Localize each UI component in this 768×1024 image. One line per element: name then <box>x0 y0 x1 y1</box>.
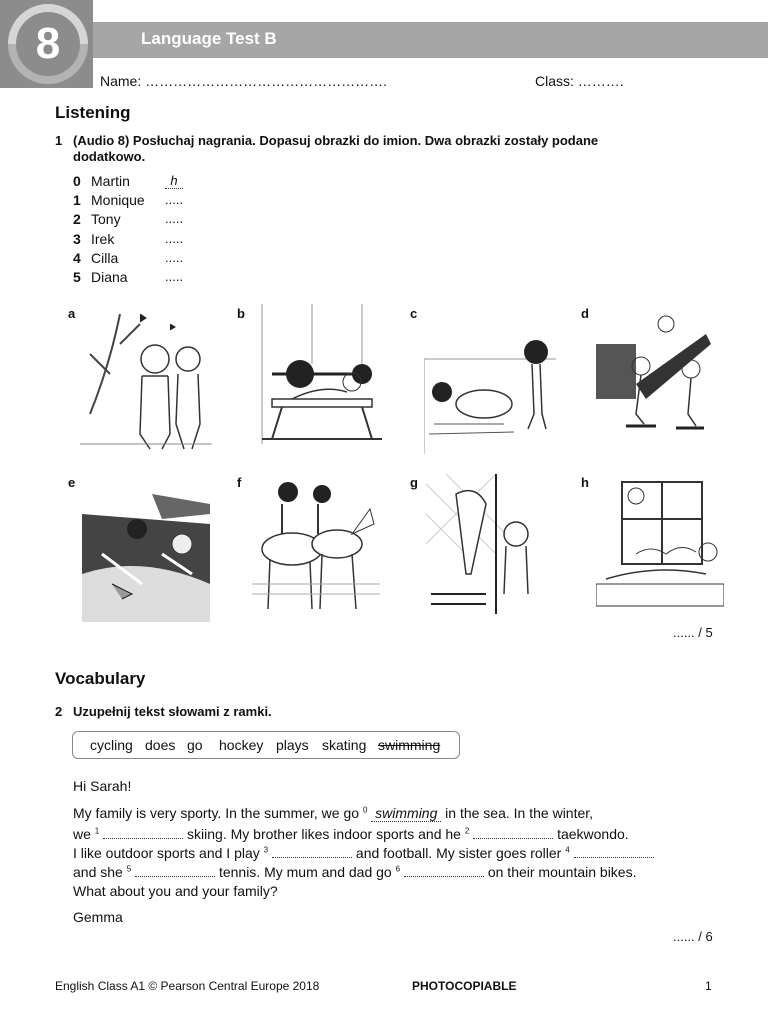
picture-letter-d: d <box>581 306 589 321</box>
example-answer: swimming <box>371 805 441 822</box>
letter-line-5: What about you and your family? <box>73 883 278 899</box>
picture-letter-e: e <box>68 475 76 490</box>
gap-4[interactable] <box>574 843 654 858</box>
word-box-item: plays <box>276 737 309 753</box>
picture-e-beach-icon <box>82 474 210 622</box>
word-box-item: hockey <box>219 737 264 753</box>
task-2-instruction: Uzupełnij tekst słowami z ramki. <box>73 704 272 719</box>
name-field[interactable]: Name: ……………………………………………. <box>100 73 388 89</box>
picture-g-zoo-icon <box>426 474 554 622</box>
match-answer-blank[interactable]: ..... <box>165 249 184 265</box>
page-title: Language Test B <box>141 29 277 48</box>
gap-2[interactable] <box>473 824 553 839</box>
match-answer-example: h <box>165 173 183 189</box>
word-box-item: does <box>145 737 176 753</box>
picture-letter-f: f <box>237 475 242 490</box>
gap-3[interactable] <box>272 843 352 858</box>
picture-h-sleeping-icon <box>596 474 724 622</box>
picture-b-weightlifting-icon <box>252 304 384 454</box>
picture-letter-c: c <box>410 306 418 321</box>
listening-heading: Listening <box>55 103 131 122</box>
task-1-instruction-line1: (Audio 8) Posłuchaj nagrania. Dopasuj obrazki do imion. Dwa obrazki zostały podane <box>73 133 599 148</box>
task-1-instruction-line2: dodatkowo. <box>73 149 146 164</box>
title-bar <box>93 22 768 58</box>
word-box-item: go <box>187 737 203 753</box>
gap-6[interactable] <box>404 862 484 877</box>
picture-letter-a: a <box>68 306 76 321</box>
letter-signature: Gemma <box>73 909 123 925</box>
letter-line-4: and she $^5$ tennis. My mum and dad go $^6$ on their mountain bikes. <box>73 864 637 880</box>
match-answer-blank[interactable]: ..... <box>165 211 184 227</box>
picture-letter-h: h <box>581 475 589 490</box>
match-name: Martin <box>91 173 130 189</box>
footer-copyright: English Class A1 © Pearson Central Europe 2018 <box>55 979 320 993</box>
class-field[interactable]: Class: ………. <box>535 73 624 89</box>
word-box-item: cycling <box>90 737 133 753</box>
word-box-item: skating <box>322 737 367 753</box>
gap-5[interactable] <box>135 862 215 877</box>
match-name: Cilla <box>91 249 119 266</box>
match-name: Tony <box>91 211 121 228</box>
letter-line-1: My family is very sporty. In the summer, we go $^0$ swimming in the sea. In the winter, <box>73 805 594 821</box>
footer-photocopiable: PHOTOCOPIABLE <box>412 979 517 993</box>
listening-score[interactable]: ...... / 5 <box>673 625 713 640</box>
match-answer-blank[interactable]: ..... <box>165 192 184 208</box>
match-number: 0 <box>73 173 81 189</box>
vocabulary-score[interactable]: ...... / 6 <box>673 929 713 944</box>
picture-f-horse-riding-icon <box>252 474 380 622</box>
match-name: Diana <box>91 268 128 285</box>
picture-c-kids-playing-icon <box>424 304 556 454</box>
unit-badge <box>0 0 93 88</box>
match-number: 5 <box>73 268 81 285</box>
match-answer-blank[interactable]: ..... <box>165 230 184 246</box>
match-number: 1 <box>73 192 81 209</box>
task-1-number: 1 <box>55 133 63 148</box>
match-number: 3 <box>73 230 81 247</box>
unit-number: 8 <box>35 19 61 68</box>
letter-line-3: I like outdoor sports and I play $^3$ and football. My sister goes roller $^4$ <box>73 843 654 861</box>
letter-line-2: we $^1$ skiing. My brother likes indoor sports and he $^2$ taekwondo. <box>73 826 629 842</box>
picture-letter-g: g <box>410 475 418 490</box>
task-2-number: 2 <box>55 704 63 719</box>
match-name: Irek <box>91 230 115 247</box>
picture-d-skateboarding-icon <box>596 304 724 454</box>
gap-1[interactable] <box>103 824 183 839</box>
vocabulary-heading: Vocabulary <box>55 669 146 688</box>
letter-greeting: Hi Sarah! <box>73 778 132 794</box>
picture-letter-b: b <box>237 306 245 321</box>
match-answer-blank[interactable]: ..... <box>165 268 184 284</box>
word-box-item-used: swimming <box>378 737 441 753</box>
match-number: 2 <box>73 211 81 228</box>
match-number: 4 <box>73 249 81 266</box>
page-number: 1 <box>705 979 712 993</box>
match-name: Monique <box>91 192 145 209</box>
picture-a-friends-icon <box>80 304 212 454</box>
word-box <box>72 731 460 759</box>
